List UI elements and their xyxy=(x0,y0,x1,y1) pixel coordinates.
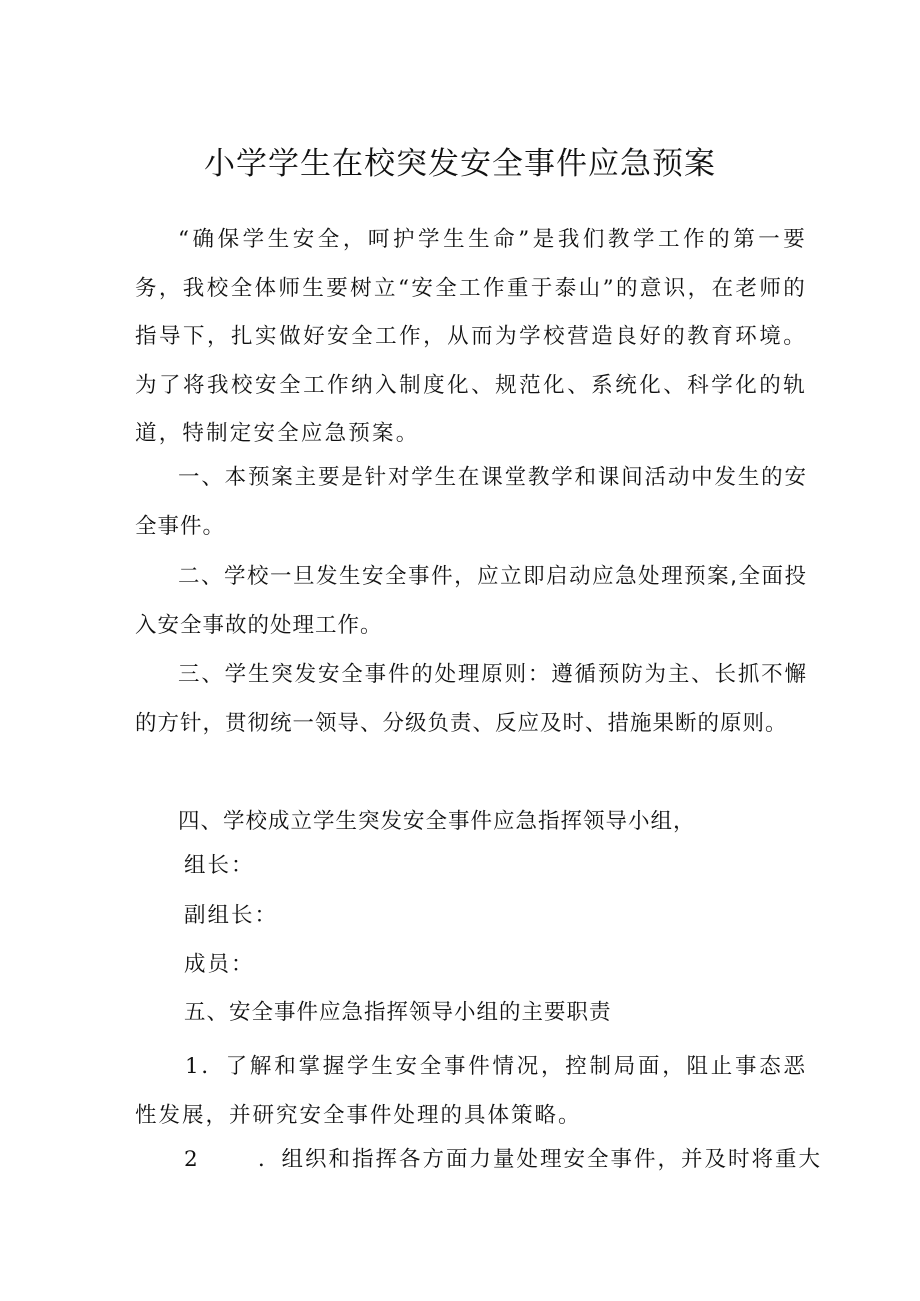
section-5-heading: 五、安全事件应急指挥领导小组的主要职责 xyxy=(184,1000,612,1025)
document-title: 小学学生在校突发安全事件应急预案 xyxy=(204,146,716,182)
duty-item-2 xyxy=(184,1142,823,1173)
section-1: 一、本预案主要是针对学生在课堂教学和课间活动中发生的安全事件。 xyxy=(135,465,807,539)
role-members: 成员： xyxy=(184,952,255,977)
role-group-leader: 组长： xyxy=(184,853,255,878)
section-2: 二、学校一旦发生安全事件，应立即启动应急处理预案,全面投入安全事故的处理工作。 xyxy=(135,564,807,638)
section-3: 三、学生突发安全事件的处理原则：遵循预防为主、长抓不懈的方针，贯彻统一领导、分级负责、反应及时、措施果断的原则。 xyxy=(135,662,807,736)
duty-item-1: 1．了解和掌握学生安全事件情况，控制局面，阻止事态恶性发展，并研究安全事件处理的具体策略。 xyxy=(135,1054,807,1128)
intro-paragraph: “确保学生安全，呵护学生生命”是我们教学工作的第一要务，我校全体师生要树立“安全工作重于泰山”的意识，在老师的指导下，扎实做好安全工作，从而为学校营造良好的教育环境。为了将我校安全工作纳入制度化、规范化、系统化、科学化的轨道，特制定安全应急预案。 xyxy=(135,227,807,446)
section-4: 四、学校成立学生突发安全事件应急指挥领导小组， xyxy=(178,809,696,834)
duty-item-2-number: 2 xyxy=(184,1147,200,1172)
duty-item-2-text: ．组织和指挥各方面力量处理安全事件，并及时将重大 xyxy=(258,1147,823,1172)
role-deputy-leader: 副组长： xyxy=(184,903,279,928)
